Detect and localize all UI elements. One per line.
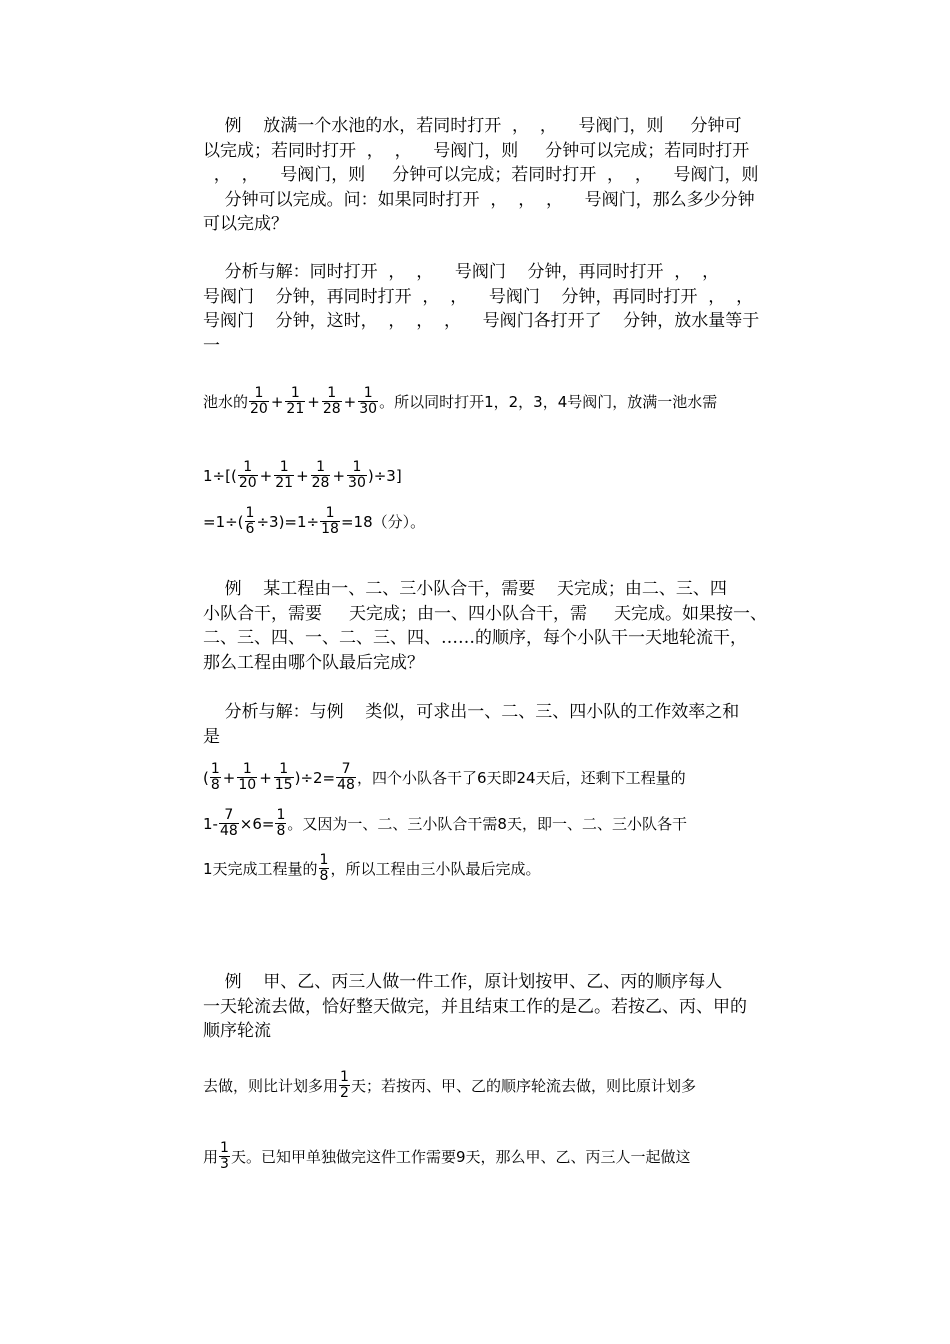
formula-text: 1天完成工程量的 bbox=[203, 860, 318, 878]
text-line: 是 bbox=[203, 726, 220, 747]
fraction: $\frac{1}{2}$ bbox=[340, 1069, 349, 1101]
fraction: $\frac{7}{48}$ bbox=[337, 761, 355, 793]
formula-text: =18（分）。 bbox=[340, 513, 426, 531]
analysis-2-text bbox=[203, 700, 811, 749]
formula-text: ，所以工程由三小队最后完成。 bbox=[330, 860, 541, 878]
fraction: $\frac{1}{20}$ bbox=[238, 459, 257, 491]
formula-line-3 bbox=[203, 506, 425, 537]
fraction: $\frac{1}{28}$ bbox=[311, 459, 330, 491]
text-line: 分析与解：同时打开 ， ， 号阀门 分钟，再同时打开 ， ， bbox=[203, 262, 720, 282]
fraction: $\frac{1}{21}$ bbox=[286, 385, 305, 417]
text-line: 例 某工程由一、二、三小队合干，需要 天完成；由二、三、四 bbox=[203, 579, 727, 599]
formula-line-5 bbox=[203, 808, 687, 839]
formula-text: 1- bbox=[203, 814, 218, 833]
fraction: $\frac{1}{8}$ bbox=[210, 761, 220, 793]
text-line: 一 bbox=[203, 335, 220, 356]
formula-text: ，四个小队各干了6天即24天后，还剩下工程量的 bbox=[356, 769, 686, 787]
formula-text: 。所以同时打开1，2，3，4号阀门，放满一池水需 bbox=[379, 393, 718, 411]
text-line: 以完成；若同时打开 ， ， 号阀门，则 分钟可以完成；若同时打开 bbox=[203, 140, 750, 161]
formula-text: 1÷[( bbox=[203, 466, 237, 485]
text-line: ， ， 号阀门，则 分钟可以完成；若同时打开 ， ， 号阀门，则 bbox=[203, 165, 759, 185]
text-line: 分析与解：与例 类似，可求出一、二、三、四小队的工作效率之和 bbox=[203, 702, 740, 722]
example-1-text bbox=[203, 114, 811, 237]
fraction: $\frac{1}{21}$ bbox=[275, 459, 294, 491]
text-line: 号阀门 分钟，再同时打开 ， ， 号阀门 分钟，再同时打开 ， ， bbox=[203, 286, 754, 307]
text-line: 例 放满一个水池的水，若同时打开 ， ， 号阀门，则 分钟可 bbox=[203, 116, 742, 136]
text-line: 那么工程由哪个队最后完成？ bbox=[203, 652, 424, 673]
text-line: 例 甲、乙、丙三人做一件工作，原计划按甲、乙、丙的顺序每人 bbox=[203, 972, 723, 992]
formula-text: 去做，则比计划多用 bbox=[203, 1077, 339, 1095]
fraction: $\frac{1}{28}$ bbox=[322, 385, 341, 417]
formula-line-4: ( $\frac{1}{8}$ + $\frac{1}{10}$ + $\frac{1}{15}$ )÷2= $\frac{7}{48}$ ，四个小队各干了6天即24天后，还剩下工程量的 bbox=[203, 761, 686, 793]
fraction: $\frac{1}{3}$ bbox=[220, 1140, 229, 1172]
fraction: $\frac{1}{30}$ bbox=[359, 385, 378, 417]
formula-text: 池水的 bbox=[203, 393, 249, 411]
text-line: 分钟可以完成。问：如果同时打开 ， ， ， 号阀门，那么多少分钟 bbox=[203, 189, 755, 210]
formula-line-6 bbox=[203, 853, 540, 884]
text-line: 号阀门 分钟，这时， ， ， ， 号阀门各打开了 分钟，放水量等于 bbox=[203, 311, 760, 331]
formula-line-1: 池水的 $\frac{1}{20}$ + $\frac{1}{21}$ + $\frac{1}{28}$ + $\frac{1}{30}$ 。所以同时打开1，2，3，4号阀门，放满一池水需 bbox=[203, 385, 718, 417]
text-line: 一天轮流去做，恰好整天做完，并且结束工作的是乙。若按乙、丙、甲的 bbox=[203, 996, 747, 1017]
text-line: 顺序轮流 bbox=[203, 1021, 271, 1041]
formula-text: )÷2= bbox=[294, 768, 336, 787]
formula-text: ÷3)=1÷ bbox=[256, 512, 320, 531]
fraction: $\frac{1}{8}$ bbox=[276, 807, 286, 839]
analysis-1-text bbox=[203, 260, 811, 358]
formula-text: ( bbox=[203, 768, 209, 787]
fraction: $\frac{1}{8}$ bbox=[319, 852, 329, 884]
formula-text: 天。已知甲单独做完这件工作需要9天，那么甲、乙、丙三人一起做这 bbox=[230, 1148, 691, 1166]
fraction: $\frac{1}{20}$ bbox=[250, 385, 268, 417]
formula-line-8 bbox=[203, 1141, 690, 1172]
formula-text: =1÷( bbox=[203, 512, 244, 531]
example-3-text bbox=[203, 970, 811, 1044]
fraction: $\frac{7}{48}$ bbox=[219, 807, 238, 839]
formula-text: 。又因为一、二、三小队合干需8天，即一、二、三小队各干 bbox=[287, 815, 687, 833]
fraction: $\frac{1}{15}$ bbox=[274, 761, 293, 793]
fraction: $\frac{1}{30}$ bbox=[348, 459, 366, 491]
example-2-text bbox=[203, 577, 811, 675]
text-line: 二、三、四、一、二、三、四、……的顺序，每个小队干一天地轮流干， bbox=[203, 628, 747, 648]
fraction: $\frac{1}{18}$ bbox=[321, 505, 339, 537]
formula-text: )÷3] bbox=[367, 466, 402, 485]
formula-text: 用 bbox=[203, 1148, 219, 1166]
formula-text: 天；若按丙、甲、乙的顺序轮流去做，则比原计划多 bbox=[350, 1077, 696, 1095]
fraction: $\frac{1}{10}$ bbox=[238, 761, 257, 793]
text-line: 小队合干，需要 天完成；由一、四小队合干，需 天完成。如果按一、 bbox=[203, 603, 768, 624]
formula-line-7 bbox=[203, 1070, 696, 1101]
formula-line-2: 1÷[( $\frac{1}{20}$ + $\frac{1}{21}$ + $\frac{1}{28}$ + $\frac{1}{30}$ )÷3] bbox=[203, 459, 402, 491]
fraction: $\frac{1}{6}$ bbox=[245, 505, 255, 537]
text-line: 可以完成？ bbox=[203, 214, 288, 234]
formula-text: ×6= bbox=[239, 814, 275, 833]
